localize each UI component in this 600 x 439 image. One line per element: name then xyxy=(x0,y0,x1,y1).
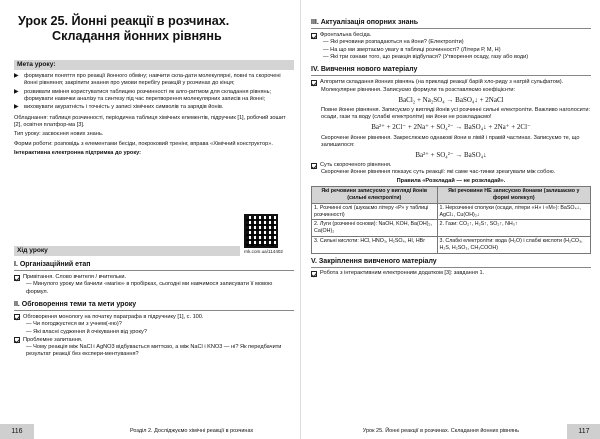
checkbox-icon xyxy=(14,275,20,281)
section-3-heading: III. Актуалізація опорних знань xyxy=(311,18,591,29)
left-page: Урок 25. Йонні реакції в розчинах. Складання йонних рівнянь Мета уроку: ▶ формувати поняття про реакції йонного обміну; навчити скла-дати молекулярні, повні та скорочені йонні рівняння; закріпити знання про умови перебігу реакцій у розчинах до кінця; ▶ розвивати вміння користуватися таблицею розчинності як алго-ритмом для складання рівнянь; формувати навички аналізу та синтезу під час перетворення молекулярних записів на йонні; ▶ виховувати акуратність і точність у записі хімічних символів та зарядів йонів. Обладнання: таблиця розчинності, періодична таблиця хімічних елементів, підручник [1], робочий зошит [2], освітня платфор-ма [3]. Тип уроку: засвоєння нових знань. Форми роботи: розповідь з елементами бесіди, покроковий тренінг, вправа «Хімічний конструктор». Інтерактивна електронна підтримка до уроку: rnk.com.ua/114402 Хід уроку I. Організаційний етап Привітання. Слово вчителя / вчительки. — Минулого уроку ми бачили «магію» в пробірках, сьогодні ми навчимося записувати її мовою формул. II. Обговорення теми та мети уроку Обговорення монологу на початку параграфа в підручнику [1], с. 100. — Чи погоджуєтеся ви з учнем(-ею)? — Які власні судження й очікування від уроку? Проблемне запитання. — Чому реакція між NaCl і AgNO3 відбувається миттєво, а між NaCl і KNO3 — ні? Як передбачити результат реакції без експери-ментування? 116 Розділ 2. Досліджуємо хімічні реакції в розчинах xyxy=(0,0,300,439)
table-header: Які речовини НЕ записуємо йонами (залишаємо у формі молекул) xyxy=(437,186,591,203)
lesson-title: Урок 25. Йонні реакції в розчинах. Складання йонних рівнянь xyxy=(18,14,230,44)
course-bar: Хід уроку xyxy=(14,246,240,256)
section-1-heading: I. Організаційний етап xyxy=(14,260,294,271)
goal-marker-icon: ▶ xyxy=(14,88,19,95)
page-number: 116 xyxy=(0,424,34,439)
goal-marker-icon: ▶ xyxy=(14,104,19,111)
page-number: 117 xyxy=(567,424,600,439)
left-footer: 116 Розділ 2. Досліджуємо хімічні реакції в розчинах xyxy=(0,424,300,439)
section-4-heading: IV. Вивчення нового матеріалу xyxy=(311,65,591,76)
table-header: Які речовини записуємо у вигляді йонів (сильні електроліти) xyxy=(312,186,438,203)
section-2-heading: II. Обговорення теми та мети уроку xyxy=(14,300,294,311)
molecular-equation: BaCl₂ + Na₂SO₄ → BaSO₄↓ + 2NaCl xyxy=(398,95,504,104)
checkbox-icon xyxy=(14,337,20,343)
interactive-support: Інтерактивна електронна підтримка до уроку: xyxy=(14,149,142,156)
table-row: 2. Луги (розчинні основи): NaOH, KOH, Ba(OH)₂, Ca(OH)₂ 2. Гази: CO₂↑, H₂S↑, SO₂↑, NH₃↑ xyxy=(312,220,591,237)
section-5-heading: V. Закріплення вивченого матеріалу xyxy=(311,257,591,268)
goal-marker-icon: ▶ xyxy=(14,73,19,79)
short-ionic-equation: Ba²⁺ + SO₄²⁻ → BaSO₄↓ xyxy=(415,151,487,160)
right-footer: Урок 25. Йонні реакції в розчинах. Складання йонних рівнянь 117 xyxy=(301,424,600,439)
work-forms: Форми роботи: розповідь з елементами бесіди, покроковий тренінг, вправа «Хімічний конструктор». xyxy=(14,140,273,147)
checkbox-icon xyxy=(14,314,20,320)
checkbox-icon xyxy=(311,80,317,86)
table-row: 3. Сильні кислоти: HCl, HNO₃, H₂SO₄, HI, HBr 3. Слабкі електроліти: вода (H₂O) і слабкі кислоти (H₂CO₃, H₂S, H₂SO₃, CH₃COOH) xyxy=(312,237,591,254)
goal-bar: Мета уроку: xyxy=(14,60,294,70)
right-page: III. Актуалізація опорних знань Фронтальна бесіда. — Які речовини розпадаються на йони? (Електроліти) — На що ми звертаємо увагу в таблиці розчинності? (Літери Р, М, Н) — Які три ознаки того, що реакція відбулася? (Утворення осаду, газу або води) IV. Вивчення нового матеріалу Алгоритм складання йонних рівнянь (на прикладі реакції барій хло-риду з натрій сульфатом). Молекулярне рівняння. Записуємо формули та розставляємо коефіцієнти: BaCl₂ + Na₂SO₄ → BaSO₄↓ + 2NaCl Повне йонне рівняння. Записуємо у вигляді йонів усі розчинні сильні електроліти. Важливо наголосити: осади, гази та воду (слабкі електроліти) ми йони не розкладаємо! Ba²⁺ + 2Cl⁻ + 2Na⁺ + SO₄²⁻ → BaSO₄↓ + 2Na⁺ + 2Cl⁻ Скорочене йонне рівняння. Закреслюємо однакові йони в лівій і правій частинах. Записуємо те, що залишилося: Ba²⁺ + SO₄²⁻ → BaSO₄↓ Суть скороченого рівняння. Скорочене йонне рівняння показує суть реакції: які саме час-тинки зреагували між собою. Правила «Розкладай — не розкладай». Які речовини записуємо у вигляді йонів (сильні електроліти) Які речовини НЕ записуємо йонами (залишаємо у формі молекул) 1. Розчинні солі (шукаємо літеру «Р» у таблиці розчинності) 1. Нерозчинні сполуки (осади, літери «Н» і «М»): BaSO₄↓, AgCl↓, Cu(OH)₂↓ 2. Луги (розчинні основи): NaOH, KOH, Ba(OH)₂, Ca(OH)₂ 2. Гази: CO₂↑, H₂S↑, SO₂↑, NH₃↑ 3. Сильні кислоти: HCl, HNO₃, H₂SO₄, HI, HBr 3. Слабкі електроліти: вода (H₂O) і слабкі кислоти (H₂CO₃, H₂S, H₂SO₃, CH₃COOH) V. Закріплення вивченого матеріалу Робота з інтерактивним електронним додатком [3]: завдання 1. Урок 25. Йонні реакції в розчинах. Складання йонних рівнянь 117 xyxy=(300,0,600,439)
checkbox-icon xyxy=(311,33,317,39)
checkbox-icon xyxy=(311,271,317,277)
equipment: Обладнання: таблиця розчинності, періодична таблиця хімічних елементів, підручник [1], робочий зошит [2], освітня платфор-ма [3]. xyxy=(14,114,286,129)
ions-table xyxy=(311,186,591,254)
full-ionic-equation: Ba²⁺ + 2Cl⁻ + 2Na⁺ + SO₄²⁻ → BaSO₄↓ + 2Na⁺ + 2Cl⁻ xyxy=(371,123,531,132)
qr-caption: rnk.com.ua/114402 xyxy=(244,249,283,254)
rule-title: Правила «Розкладай — не розкладай». xyxy=(396,177,506,184)
qr-code-icon[interactable] xyxy=(244,214,278,248)
lesson-type: Тип уроку: засвоєння нових знань. xyxy=(14,131,104,138)
table-row: 1. Розчинні солі (шукаємо літеру «Р» у таблиці розчинності) 1. Нерозчинні сполуки (осади, літери «Н» і «М»): BaSO₄↓, AgCl↓, Cu(OH)₂↓ xyxy=(312,203,591,220)
checkbox-icon xyxy=(311,163,317,169)
